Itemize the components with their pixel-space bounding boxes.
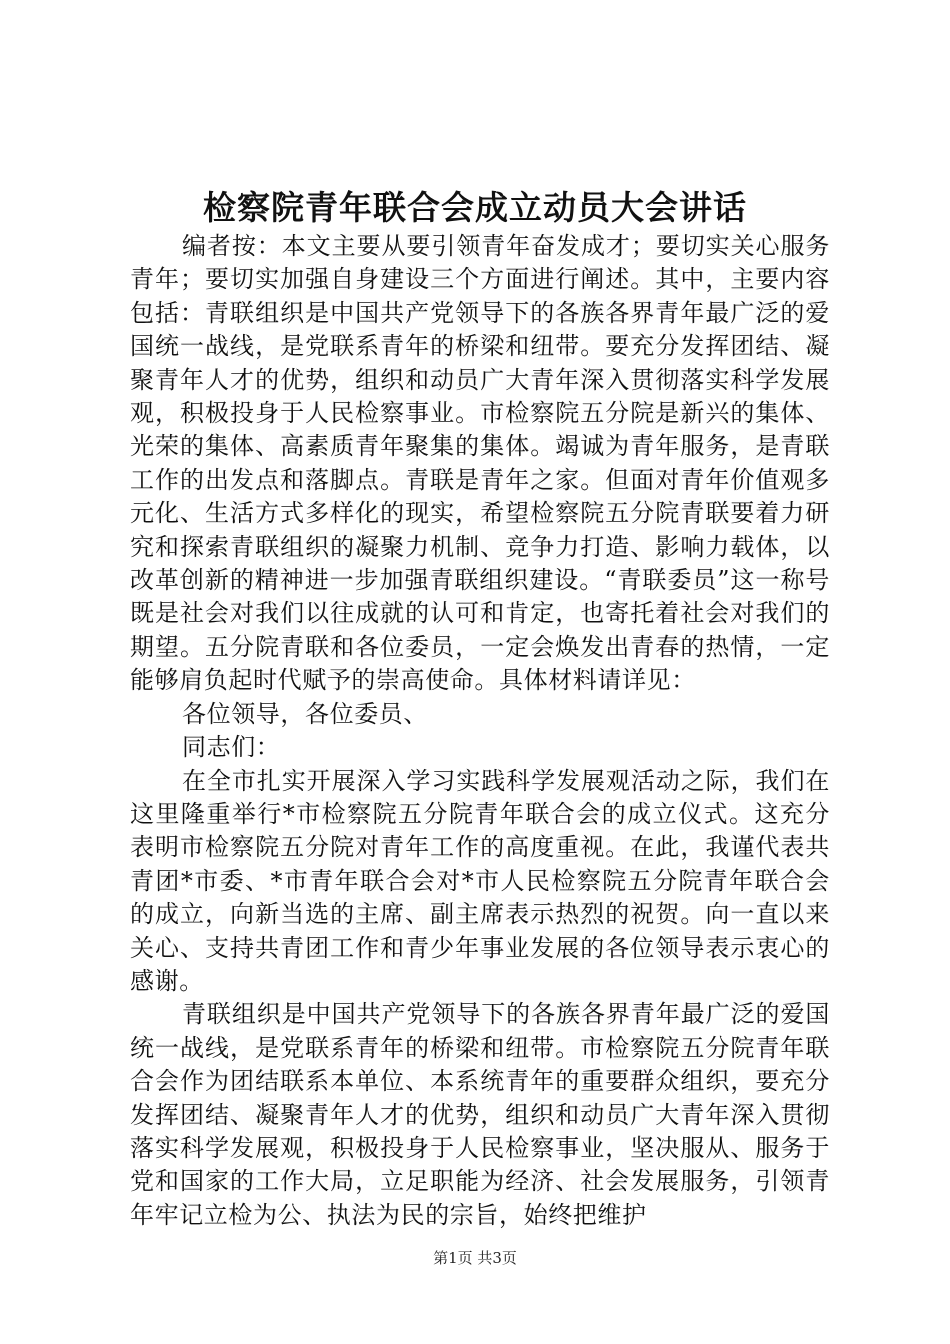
editor-note-paragraph: 编者按：本文主要从要引领青年奋发成才；要切实关心服务青年；要切实加强自身建设三个方面进行阐述。其中，主要内容包括：青联组织是中国共产党领导下的各族各界青年最广泛的爱国统一战线，是党联系青年的桥梁和纽带。要充分发挥团结、凝聚青年人才的优势，组织和动员广大青年深入贯彻落实科学发展观，积极投身于人民检察事业。市检察院五分院是新兴的集体、光荣的集体、高素质青年聚集的集体。竭诚为青年服务，是青联工作的出发点和落脚点。青联是青年之家。但面对青年价值观多元化、生活方式多样化的现实，希望检察院五分院青联要着力研究和探索青联组织的凝聚力机制、竞争力打造、影响力载体，以改革创新的精神进一步加强青联组织建设。“青联委员”这一称号既是社会对我们以往成就的认可和肯定，也寄托着社会对我们的期望。五分院青联和各位委员，一定会焕发出青春的热情，一定能够肩负起时代赋予的崇高使命。具体材料请详见： <box>130 232 830 695</box>
document-body <box>130 230 830 1232</box>
salutation-leaders: 各位领导，各位委员、 <box>182 699 428 728</box>
body-paragraph-2: 青联组织是中国共产党领导下的各族各界青年最广泛的爱国统一战线，是党联系青年的桥梁和纽带。市检察院五分院青年联合会作为团结联系本单位、本系统青年的重要群众组织，要充分发挥团结、凝聚青年人才的优势，组织和动员广大青年深入贯彻落实科学发展观，积极投身于人民检察事业，坚决服从、服务于党和国家的工作大局，立足职能为经济、社会发展服务，引领青年牢记立检为公、执法为民的宗旨，始终把维护 <box>130 1000 830 1229</box>
salutation-comrades: 同志们： <box>182 733 281 762</box>
document-title: 检察院青年联合会成立动员大会讲话 <box>203 188 747 227</box>
page-footer: 第1页 共3页 <box>433 1249 517 1267</box>
body-paragraph-1: 在全市扎实开展深入学习实践科学发展观活动之际，我们在这里隆重举行*市检察院五分院青年联合会的成立仪式。这充分表明市检察院五分院对青年工作的高度重视。在此，我谨代表共青团*市委、*市青年联合会对*市人民检察院五分院青年联合会的成立，向新当选的主席、副主席表示热烈的祝贺。向一直以来关心、支持共青团工作和青少年事业发展的各位领导表示衷心的感谢。 <box>130 766 830 995</box>
